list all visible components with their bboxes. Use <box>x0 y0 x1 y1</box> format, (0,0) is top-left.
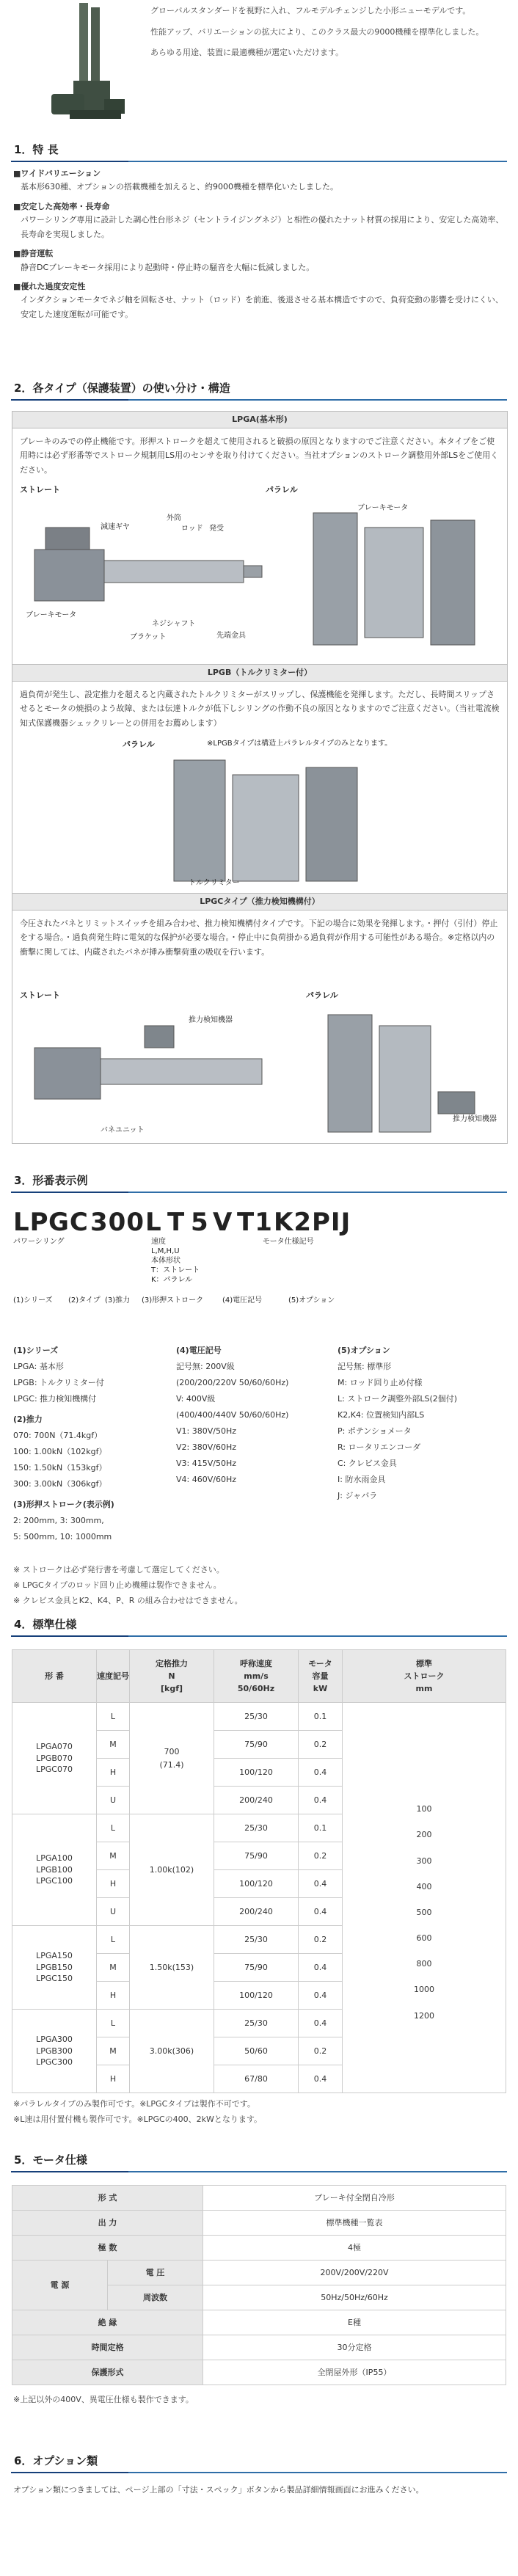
model-cell: LPGA070 LPGB070 LPGC070 <box>12 1703 97 1814</box>
list-item: 記号無: 標準形 <box>338 1362 392 1371</box>
speed-label: 速度 <box>151 1238 166 1246</box>
stroke-cell: 100 200 300 400 500 600 800 1000 1200 <box>343 1703 506 2093</box>
list-item: C: クレビス金具 <box>338 1459 397 1468</box>
feature-desc: インダクションモータでネジ軸を回転させ、ナット（ロッド）を前進、後退させる基本構造ですので、負荷変動の影響を受けにくい、安定した速度運転が可能です。 <box>21 295 503 320</box>
feature-title: ■静音運転 <box>13 249 54 259</box>
lpgc-title: LPGCタイプ（推力検知機構付） <box>12 894 507 911</box>
model-series: LP <box>13 1208 49 1237</box>
lpgc-text: 今圧されたバネとリミットスイッチを組み合わせ、推力検知機構付タイプです。下記の場合に効果を発揮します。・押付（引付）停止をする場合。・過負荷発生時に電気的な保护が必要な場合。・停止中に負荷掛かる過負荷が作用する可能性がある場合。※定格以内の衝撃に関しては、内蔵されたバネが挿み衝撃荷重の吸収を行います。 <box>20 919 498 957</box>
feature-desc: 静音DCブレーキモータ採用により起動時・停止時の騒音を大幅に低減しました。 <box>21 262 315 272</box>
spec-table <box>12 1649 506 2093</box>
section-title: 3．形番表示例 <box>14 1173 88 1187</box>
feature-desc: パワーシリング専用に設計した調心性台形ネジ（セントライジングネジ）と相性の優れたナット材質の採用により、安定した高効率、長寿命を実現しました。 <box>21 214 504 239</box>
list-item: V2: 380V/60Hz <box>176 1442 236 1452</box>
product-photo <box>37 0 136 143</box>
table-row: U 200/240 0.4 <box>12 1898 506 1926</box>
col-header: 定格推力 N [kgf] <box>130 1650 214 1703</box>
table-row: M 75/90 0.2 <box>12 1842 506 1870</box>
lpga-title: LPGA(基本形) <box>12 412 507 428</box>
list-item: 2: 200mm, 3: 300mm, <box>13 1516 104 1525</box>
model-force: 300 <box>90 1208 145 1237</box>
speed-values: L,M,H,U <box>151 1247 180 1255</box>
part-label: バネユニット <box>101 1126 145 1134</box>
list-title: (3)形押ストローク(表示例) <box>13 1500 114 1509</box>
part-label: ネジシャフト <box>152 620 196 628</box>
list-item: P: ポテンショメータ <box>338 1426 412 1436</box>
list-item: J: ジャバラ <box>338 1491 378 1500</box>
list-item: L: ストローク調整外部LS(2個付) <box>338 1394 458 1404</box>
list-item: V1: 380V/50Hz <box>176 1426 236 1436</box>
section-title: 2．各タイプ（保護装置）の使い分け・構造 <box>14 381 230 395</box>
section-heading-motor <box>11 2153 507 2172</box>
force-cell: 700 (71.4) <box>130 1703 214 1814</box>
section-title: 6．オプション類 <box>14 2453 98 2467</box>
list-item: (400/400/440V 50/60/60Hz) <box>176 1410 289 1420</box>
caption-options: (5)オプション <box>288 1296 335 1305</box>
model-options: K2PIJ <box>274 1208 351 1237</box>
table-row: M 75/90 0.4 <box>12 1954 506 1982</box>
list-item: 150: 1.50kN（153kgf） <box>13 1463 107 1473</box>
table-row: H 100/120 0.4 <box>12 1982 506 2010</box>
model-cell: LPGA300 LPGB300 LPGC300 <box>12 2010 97 2093</box>
model-list-col1 <box>13 1343 175 1545</box>
label-parallel: パラレル <box>306 990 338 1000</box>
label-straight: ストレート <box>20 990 60 1000</box>
caption-force: (3)推力 <box>105 1296 131 1305</box>
feature-desc: 基本形630種、オプションの搭載機種を加えると、約9000機種を標準化いたしました。 <box>21 182 338 192</box>
table-row: H 100/120 0.4 <box>12 1759 506 1787</box>
body-parallel: K：パラレル <box>151 1276 193 1284</box>
lpga-box <box>12 411 508 665</box>
col-header: 呼称速度 mm/s 50/60Hz <box>214 1650 299 1703</box>
model-speed: L <box>145 1208 162 1237</box>
lpgb-title: LPGB（トルクリミター付） <box>12 665 507 682</box>
table-row: U 200/240 0.4 <box>12 1787 506 1814</box>
caption-type: (2)タイプ <box>68 1296 101 1305</box>
motor-table: 形 式 ブレーキ付全閉自冷形 出 力 標準機種一覧表 極 数 4極 電 源 電 圧 200V/200V/220V 周波数 50Hz/50Hz/60Hz 絶 縁 E種 時間定格 30分定格 保護形式 全閉屋外形（IP55） <box>12 2185 506 2385</box>
model-voltage: V <box>213 1208 233 1237</box>
list-item: LPGC: 推力検知機構付 <box>13 1394 97 1404</box>
lpgb-drawing <box>159 753 379 889</box>
note: ※パラレルタイプのみ製作可です。※LPGCタイプは製作不可です。 <box>13 2099 255 2109</box>
intro-para-3: あらゆる用途、装置に最適機種が選定いただけます。 <box>150 48 344 58</box>
note: ※L速は用付置付機も製作可です。※LPGCの400、2kWとなります。 <box>13 2114 263 2124</box>
part-label: ロッド <box>181 525 203 533</box>
intro-text <box>150 4 510 67</box>
force-cell: 1.50k(153) <box>130 1926 214 2010</box>
list-title: (4)電圧記号 <box>176 1346 222 1355</box>
section-title: 5．モータ仕様 <box>14 2153 87 2167</box>
list-item: 070: 700N（71.4kgf） <box>13 1431 103 1440</box>
features-list <box>13 167 505 328</box>
model-body: T <box>167 1208 186 1237</box>
list-title: (2)推力 <box>13 1415 43 1424</box>
lpgc-drawing <box>20 1004 497 1139</box>
col-header: 形 番 <box>12 1650 97 1703</box>
note: ※ ストロークは必ず発行書を考慮して選定してください。 <box>13 1565 225 1575</box>
list-item: V: 400V級 <box>176 1394 216 1404</box>
model-code-example <box>13 1203 505 1321</box>
list-item: K2,K4: 位置検知内部LS <box>338 1410 425 1420</box>
label-straight: ストレート <box>20 485 60 495</box>
part-label: 推力検知機器 <box>189 1016 233 1024</box>
caption-series: (1)シリーズ <box>13 1296 53 1305</box>
table-row: LPGA300 LPGB300 LPGC300 L 3.00k(306) 25/30 0.4 <box>12 2010 506 2037</box>
note: ※ LPGCタイプのロッド回り止め機種は製作できません。 <box>13 1580 222 1590</box>
feature-title: ■安定した高効率・長寿命 <box>13 201 110 211</box>
list-item: 記号無: 200V級 <box>176 1362 235 1371</box>
list-title: (5)オプション <box>338 1346 390 1355</box>
col-header: 速度記号 <box>97 1650 130 1703</box>
table-row: M 75/90 0.2 <box>12 1731 506 1759</box>
body-label: 本体形状 <box>151 1257 180 1265</box>
part-label: トルクリミター <box>189 879 240 887</box>
lpga-text: ブレーキのみでの停止機能です。形押ストロークを超えて使用されると破損の原因となりますのでご注意ください。本タイプをご使用時には必ず形番等でストローク規制用LS用のセンサを取り付けてください。当社オプションのストローク調整用外部LSをご使用ください。 <box>20 437 499 475</box>
table-row: H 67/80 0.4 <box>12 2065 506 2093</box>
list-item: R: ロータリエンコーダ <box>338 1442 421 1452</box>
model-list-col2 <box>176 1343 338 1488</box>
part-label: 減速ギヤ <box>101 523 130 531</box>
series-label: パワーシリング <box>13 1238 65 1246</box>
label-parallel: パラレル <box>123 740 155 749</box>
intro-para-2: 性能アップ、バリエーションの拡大により、このクラス最大の9000機種を標準化しました。 <box>150 26 484 37</box>
caption-voltage: (4)電圧記号 <box>222 1296 263 1305</box>
intro-para-1: グローバルスタンダードを視野に入れ、フルモデルチェンジした小形ニューモデルです。 <box>150 6 471 15</box>
force-cell: 3.00k(306) <box>130 2010 214 2093</box>
model-cell: LPGA150 LPGB150 LPGC150 <box>12 1926 97 2010</box>
note: ※ クレビス金具とK2、K4、P、R の組み合わせはできません。 <box>13 1595 243 1605</box>
force-cell: 1.00k(102) <box>130 1814 214 1926</box>
lpgc-box <box>12 893 508 1144</box>
list-title: (1)シリーズ <box>13 1346 59 1355</box>
section-heading-features <box>11 143 507 162</box>
model-stroke: 5 <box>191 1208 209 1237</box>
part-label: 先端金具 <box>216 632 246 640</box>
part-label: ブラケット <box>130 633 167 641</box>
model-motor: T1 <box>237 1208 273 1237</box>
part-label: 発受 <box>209 525 224 533</box>
list-item: 100: 1.00kN（102kgf） <box>13 1447 107 1456</box>
part-label: 外筒 <box>167 514 181 522</box>
table-row: LPGA070 LPGB070 LPGC070 L 700 (71.4) 25/30 0.1 100 200 300 400 500 600 800 1000 1200 <box>12 1703 506 1731</box>
part-label: ブレーキモータ <box>26 611 77 619</box>
motor-note: ※上記以外の400V、異電圧仕様も製作できます。 <box>13 2395 194 2404</box>
list-item: 300: 3.00kN（306kgf） <box>13 1479 107 1489</box>
options-text: オプション類につきましては、ページ上部の「寸法・スペック」ボタンから製品詳細情報画面にお進みください。 <box>13 2485 424 2495</box>
table-row: H 100/120 0.4 <box>12 1870 506 1898</box>
list-item: 5: 500mm, 10: 1000mm <box>13 1532 112 1541</box>
section-heading-model <box>11 1174 507 1193</box>
lpgb-text: 過負荷が発生し、設定推力を超えると内蔵されたトルクリミターがスリップし、保護機能を発揮します。ただし、長時間スリップさせるとモータの焼損のよう故障、または伝達トルクが低下しシリングの作動不良の原因となりますのでご注意ください。（当社電流検知式保護機器シェックリレーとの併用をお薦めします） <box>20 690 500 728</box>
list-item: (200/200/220V 50/60/60Hz) <box>176 1378 289 1387</box>
lpgb-note: ※LPGBタイプは構造上パラレルタイプのみとなります。 <box>207 740 393 748</box>
list-item: LPGB: トルクリミター付 <box>13 1378 104 1387</box>
list-item: V4: 460V/60Hz <box>176 1475 236 1484</box>
part-label: ブレーキモータ <box>357 504 409 512</box>
table-row: M 50/60 0.2 <box>12 2037 506 2065</box>
model-notes <box>13 1563 243 1609</box>
table-row: LPGA100 LPGB100 LPGC100 L 1.00k(102) 25/30 0.1 <box>12 1814 506 1842</box>
table-row: LPGA150 LPGB150 LPGC150 L 1.50k(153) 25/30 0.2 <box>12 1926 506 1954</box>
body-straight: T：ストレート <box>151 1266 200 1274</box>
part-label: 推力検知機器 <box>453 1115 497 1123</box>
label-parallel: パラレル <box>266 485 298 495</box>
spec-notes <box>13 2097 262 2128</box>
lpgb-box <box>12 664 508 894</box>
caption-stroke: (3)形押ストローク <box>142 1296 204 1305</box>
list-item: I: 防水雨金具 <box>338 1475 386 1484</box>
section-heading-types <box>11 382 507 401</box>
list-item: LPGA: 基本形 <box>13 1362 64 1371</box>
model-list-col3 <box>338 1343 506 1504</box>
col-header: 標準 ストローク mm <box>343 1650 506 1703</box>
section-title: 4．標準仕様 <box>14 1617 77 1631</box>
model-cell: LPGA100 LPGB100 LPGC100 <box>12 1814 97 1926</box>
col-header: モータ 容量 kW <box>299 1650 343 1703</box>
feature-title: ■ワイドバリエーション <box>13 169 101 178</box>
section-heading-spec <box>11 1618 507 1637</box>
motor-label: モータ仕様記号 <box>263 1238 314 1246</box>
model-type: GC <box>48 1208 89 1237</box>
lpga-drawing <box>20 498 497 660</box>
list-item: M: ロッド回り止め付様 <box>338 1378 423 1387</box>
section-heading-options <box>11 2454 507 2473</box>
feature-title: ■優れた過度安定性 <box>13 282 86 292</box>
list-item: V3: 415V/50Hz <box>176 1459 236 1468</box>
section-title: 1．特 長 <box>14 142 59 156</box>
